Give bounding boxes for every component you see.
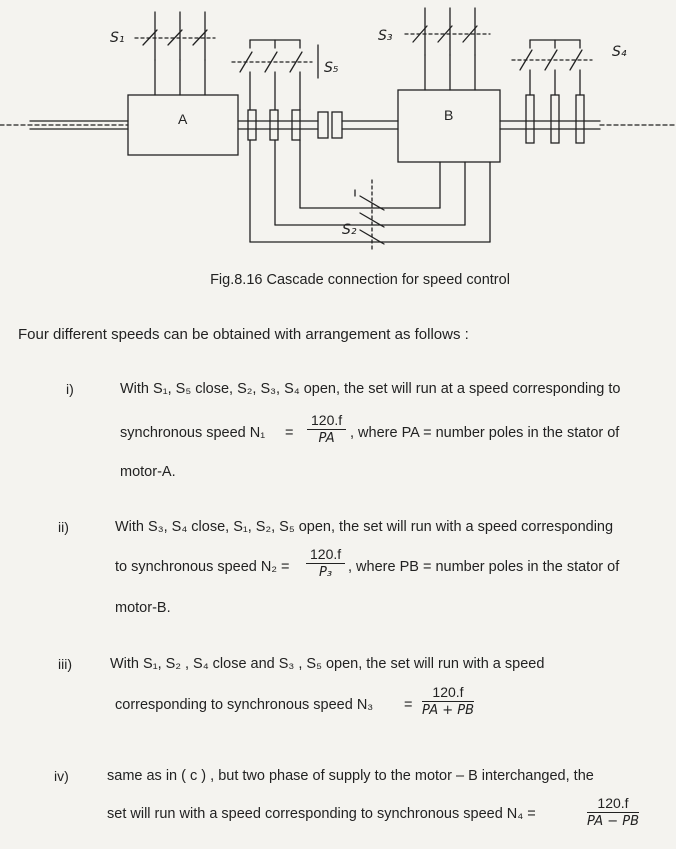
label-s4: S₄ (612, 44, 627, 60)
switch-s4 (512, 40, 592, 143)
label-motor-b: B (444, 107, 454, 123)
label-motor-a: A (178, 111, 188, 127)
item-3-fraction-numerator: 120.f (432, 684, 464, 700)
intro-paragraph: Four different speeds can be obtained with arrangement as follows : (18, 326, 469, 343)
item-2-fraction (306, 546, 345, 580)
motor-b-box (398, 90, 500, 162)
item-4-line-2a: set will run with a speed corresponding to synchronous speed N₄ = (107, 806, 536, 822)
item-4-number: iv) (54, 768, 69, 784)
item-3-fraction (422, 684, 474, 718)
item-1-fraction-numerator: 120.f (311, 412, 343, 428)
item-4-fraction (587, 795, 639, 829)
switch-s1 (135, 12, 215, 95)
item-1-fraction (307, 412, 346, 446)
item-1-equals: = (285, 425, 294, 441)
slip-rings-a (248, 110, 300, 140)
label-s2: S₂ (342, 222, 357, 238)
item-1-line-2a: synchronous speed N₁ (120, 425, 266, 441)
cascade-connection-diagram (0, 0, 676, 270)
item-2-fraction-denominator: P₃ (319, 565, 333, 580)
item-3-fraction-denominator: PA + PB (422, 703, 474, 718)
item-2-line-2b: , where PB = number poles in the stator of (348, 559, 620, 575)
item-3-equals: = (404, 697, 413, 713)
item-2-line-1: With S₃, S₄ close, S₁, S₂, S₅ open, the set will run with a speed corresponding (115, 519, 614, 535)
shaft (0, 121, 676, 129)
wiring-to-s2 (250, 140, 490, 250)
item-3-line-2a: corresponding to synchronous speed N₃ (115, 697, 374, 713)
item-1-fraction-denominator: PA (318, 431, 335, 446)
switch-s5 (232, 40, 318, 110)
item-3-number: iii) (58, 656, 72, 672)
item-1-line-3: motor-A. (120, 464, 176, 480)
figure-caption: Fig.8.16 Cascade connection for speed control (210, 272, 510, 288)
label-s3: S₃ (378, 28, 393, 44)
item-3-line-1: With S₁, S₂ , S₄ close and S₃ , S₅ open, the set will run with a speed (110, 656, 545, 672)
item-2-line-3: motor-B. (115, 600, 171, 616)
shaft-coupling (318, 112, 342, 138)
item-1-number: i) (66, 381, 74, 397)
label-s5: S₅ (324, 60, 339, 76)
item-2-number: ii) (58, 519, 69, 535)
item-4-line-1: same as in ( c ) , but two phase of supply to the motor – B interchanged, the (107, 768, 594, 784)
label-s1: S₁ (110, 30, 125, 46)
switch-s3 (405, 8, 490, 90)
item-2-fraction-numerator: 120.f (310, 546, 342, 562)
item-1-line-1: With S₁, S₅ close, S₂, S₃, S₄ open, the set will run at a speed corresponding to (120, 381, 621, 397)
item-4-fraction-numerator: 120.f (597, 795, 629, 811)
item-4-fraction-denominator: PA − PB (587, 814, 639, 829)
item-1-line-2b: , where PA = number poles in the stator of (350, 425, 620, 441)
item-2-line-2a: to synchronous speed N₂ = (115, 559, 290, 575)
